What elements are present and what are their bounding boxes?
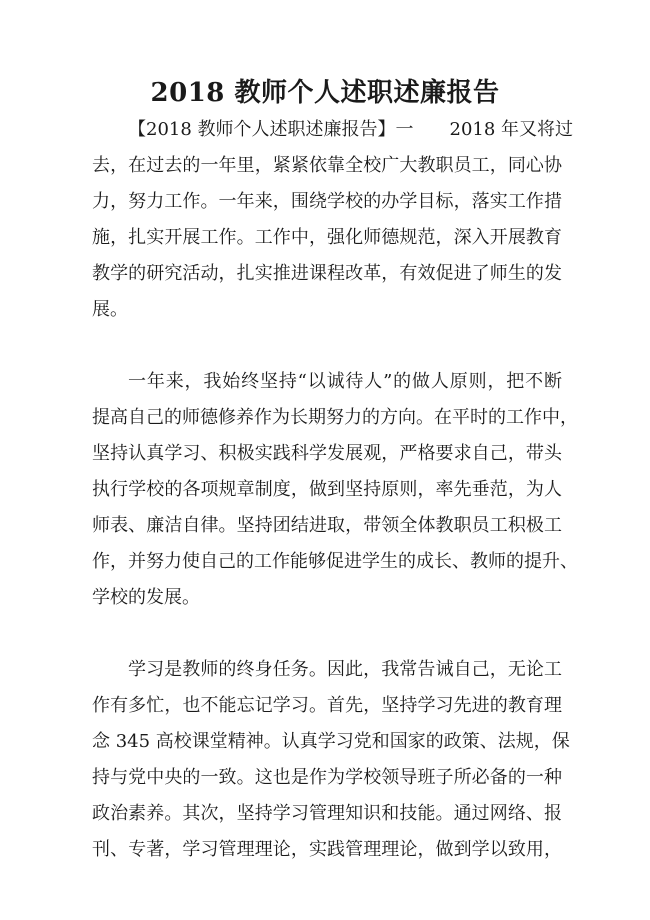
paragraph-line: 执行学校的各项规章制度，做到坚持原则，率先垂范，为人 xyxy=(92,479,562,500)
paragraph-1 xyxy=(92,112,574,328)
paragraph-line: 政治素养。其次，坚持学习管理知识和技能。通过网络、报 xyxy=(92,803,562,824)
paragraph-line: 施，扎实开展工作。工作中，强化师德规范，深入开展教育 xyxy=(92,227,562,248)
paragraph-line: 作，并努力使自己的工作能够促进学生的成长、教师的提升、 xyxy=(92,551,578,572)
paragraph-line: 学习是教师的终身任务。因此，我常告诫自己，无论工 xyxy=(128,659,562,680)
paragraph-line: 坚持认真学习、积极实践科学发展观，严格要求自己，带头 xyxy=(92,443,562,464)
paragraph-spacer xyxy=(92,328,562,364)
paragraph-line: 念 345 高校课堂精神。认真学习党和国家的政策、法规，保 xyxy=(92,731,570,752)
paragraph-line: 学校的发展。 xyxy=(92,587,200,608)
document-body xyxy=(92,112,578,868)
paragraph-line: 教学的研究活动，扎实推进课程改革，有效促进了师生的发 xyxy=(92,263,562,284)
paragraph-3 xyxy=(92,652,570,868)
document-title: 2018 教师个人述职述廉报告 xyxy=(150,78,500,108)
paragraph-spacer xyxy=(92,616,562,652)
paragraph-line: 持与党中央的一致。这也是作为学校领导班子所必备的一种 xyxy=(92,767,562,788)
paragraph-line: 展。 xyxy=(92,299,128,320)
paragraph-line: 提高自己的师德修养作为长期努力的方向。在平时的工作中， xyxy=(92,407,578,428)
paragraph-2 xyxy=(92,364,578,616)
paragraph-line: 师表、廉洁自律。坚持团结进取，带领全体教职员工积极工 xyxy=(92,515,562,536)
paragraph-line: 刊、专著，学习管理理论，实践管理理论，做到学以致用， xyxy=(92,839,562,860)
paragraph-line: 去，在过去的一年里，紧紧依靠全校广大教职员工，同心协 xyxy=(92,155,562,176)
paragraph-line: 一年来，我始终坚持“以诚待人”的做人原则，把不断 xyxy=(128,371,562,392)
paragraph-line: 力，努力工作。一年来，围绕学校的办学目标，落实工作措 xyxy=(92,191,562,212)
paragraph-line: 【2018 教师个人述职述廉报告】一 2018 年又将过 xyxy=(128,119,574,140)
paragraph-line: 作有多忙，也不能忘记学习。首先，坚持学习先进的教育理 xyxy=(92,695,562,716)
